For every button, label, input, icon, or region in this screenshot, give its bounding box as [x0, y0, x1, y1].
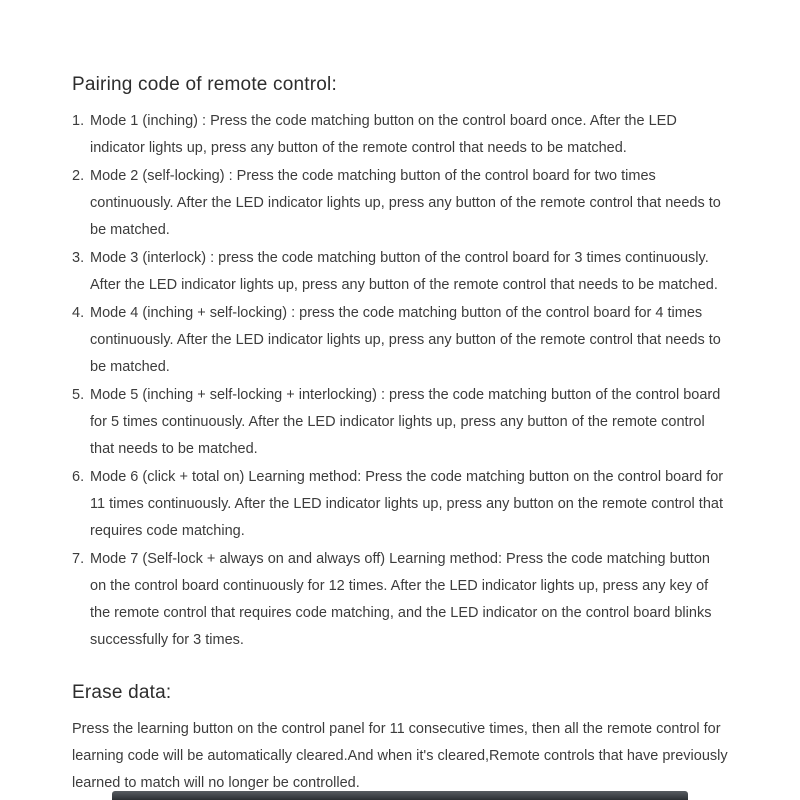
- bottom-image-edge: [112, 791, 688, 800]
- erase-section-title: Erase data:: [72, 682, 172, 703]
- list-item-number: 4.: [72, 305, 85, 321]
- list-item-number: 6.: [72, 469, 85, 485]
- list-item: [72, 108, 730, 162]
- list-item-text: Mode 4 (inching + self-locking) : press the code matching button of the control board for 4 times continuously. After the LED indicator lights up, press any button of the remote control that needs to be matched.: [90, 305, 721, 375]
- list-item-text: Mode 2 (self-locking) : Press the code matching button of the control board for two times continuously. After the LED indicator lights up, press any button of the remote control that needs to be matched.: [90, 168, 721, 238]
- list-item-number: 7.: [72, 551, 85, 567]
- list-item-text: Mode 6 (click + total on) Learning method: Press the code matching button on the control board for 11 times continuously. After the LED indicator lights up, press any button on the remote control that requires code matching.: [90, 469, 724, 539]
- list-item: [72, 382, 730, 463]
- list-item: [72, 300, 730, 381]
- list-item-text: Mode 7 (Self-lock + always on and always off) Learning method: Press the code matching button on the control board continuously for 12 times. After the LED indicator lights up, press any key of the remote control that requires code matching, and the LED indicator on the control board blinks successfully for 3 times.: [90, 551, 712, 648]
- erase-data-section: [72, 682, 730, 797]
- list-item: [72, 245, 730, 299]
- erase-section-body: Press the learning button on the control panel for 11 consecutive times, then all the remote control for learning code will be automatically cleared.And when it's cleared,Remote controls that have previously learned to match will no longer be controlled.: [72, 721, 728, 791]
- list-item: [72, 163, 730, 244]
- list-item: [72, 464, 730, 545]
- list-item-number: 1.: [72, 113, 85, 129]
- list-item-number: 2.: [72, 168, 85, 184]
- pairing-instruction-list: [72, 108, 730, 654]
- list-item-text: Mode 1 (inching) : Press the code matching button on the control board once. After the LED indicator lights up, press any button of the remote control that needs to be matched.: [90, 113, 677, 156]
- list-item: [72, 546, 730, 654]
- pairing-section-title: Pairing code of remote control:: [72, 74, 337, 95]
- list-item-number: 5.: [72, 387, 85, 403]
- list-item-text: Mode 5 (inching + self-locking + interlocking) : press the code matching button of the control board for 5 times continuously. After the LED indicator lights up, press any button of the remote control that needs to be matched.: [90, 387, 721, 457]
- list-item-number: 3.: [72, 250, 85, 266]
- list-item-text: Mode 3 (interlock) : press the code matching button of the control board for 3 times continuously. After the LED indicator lights up, press any button of the remote control that needs to be matched.: [90, 250, 718, 293]
